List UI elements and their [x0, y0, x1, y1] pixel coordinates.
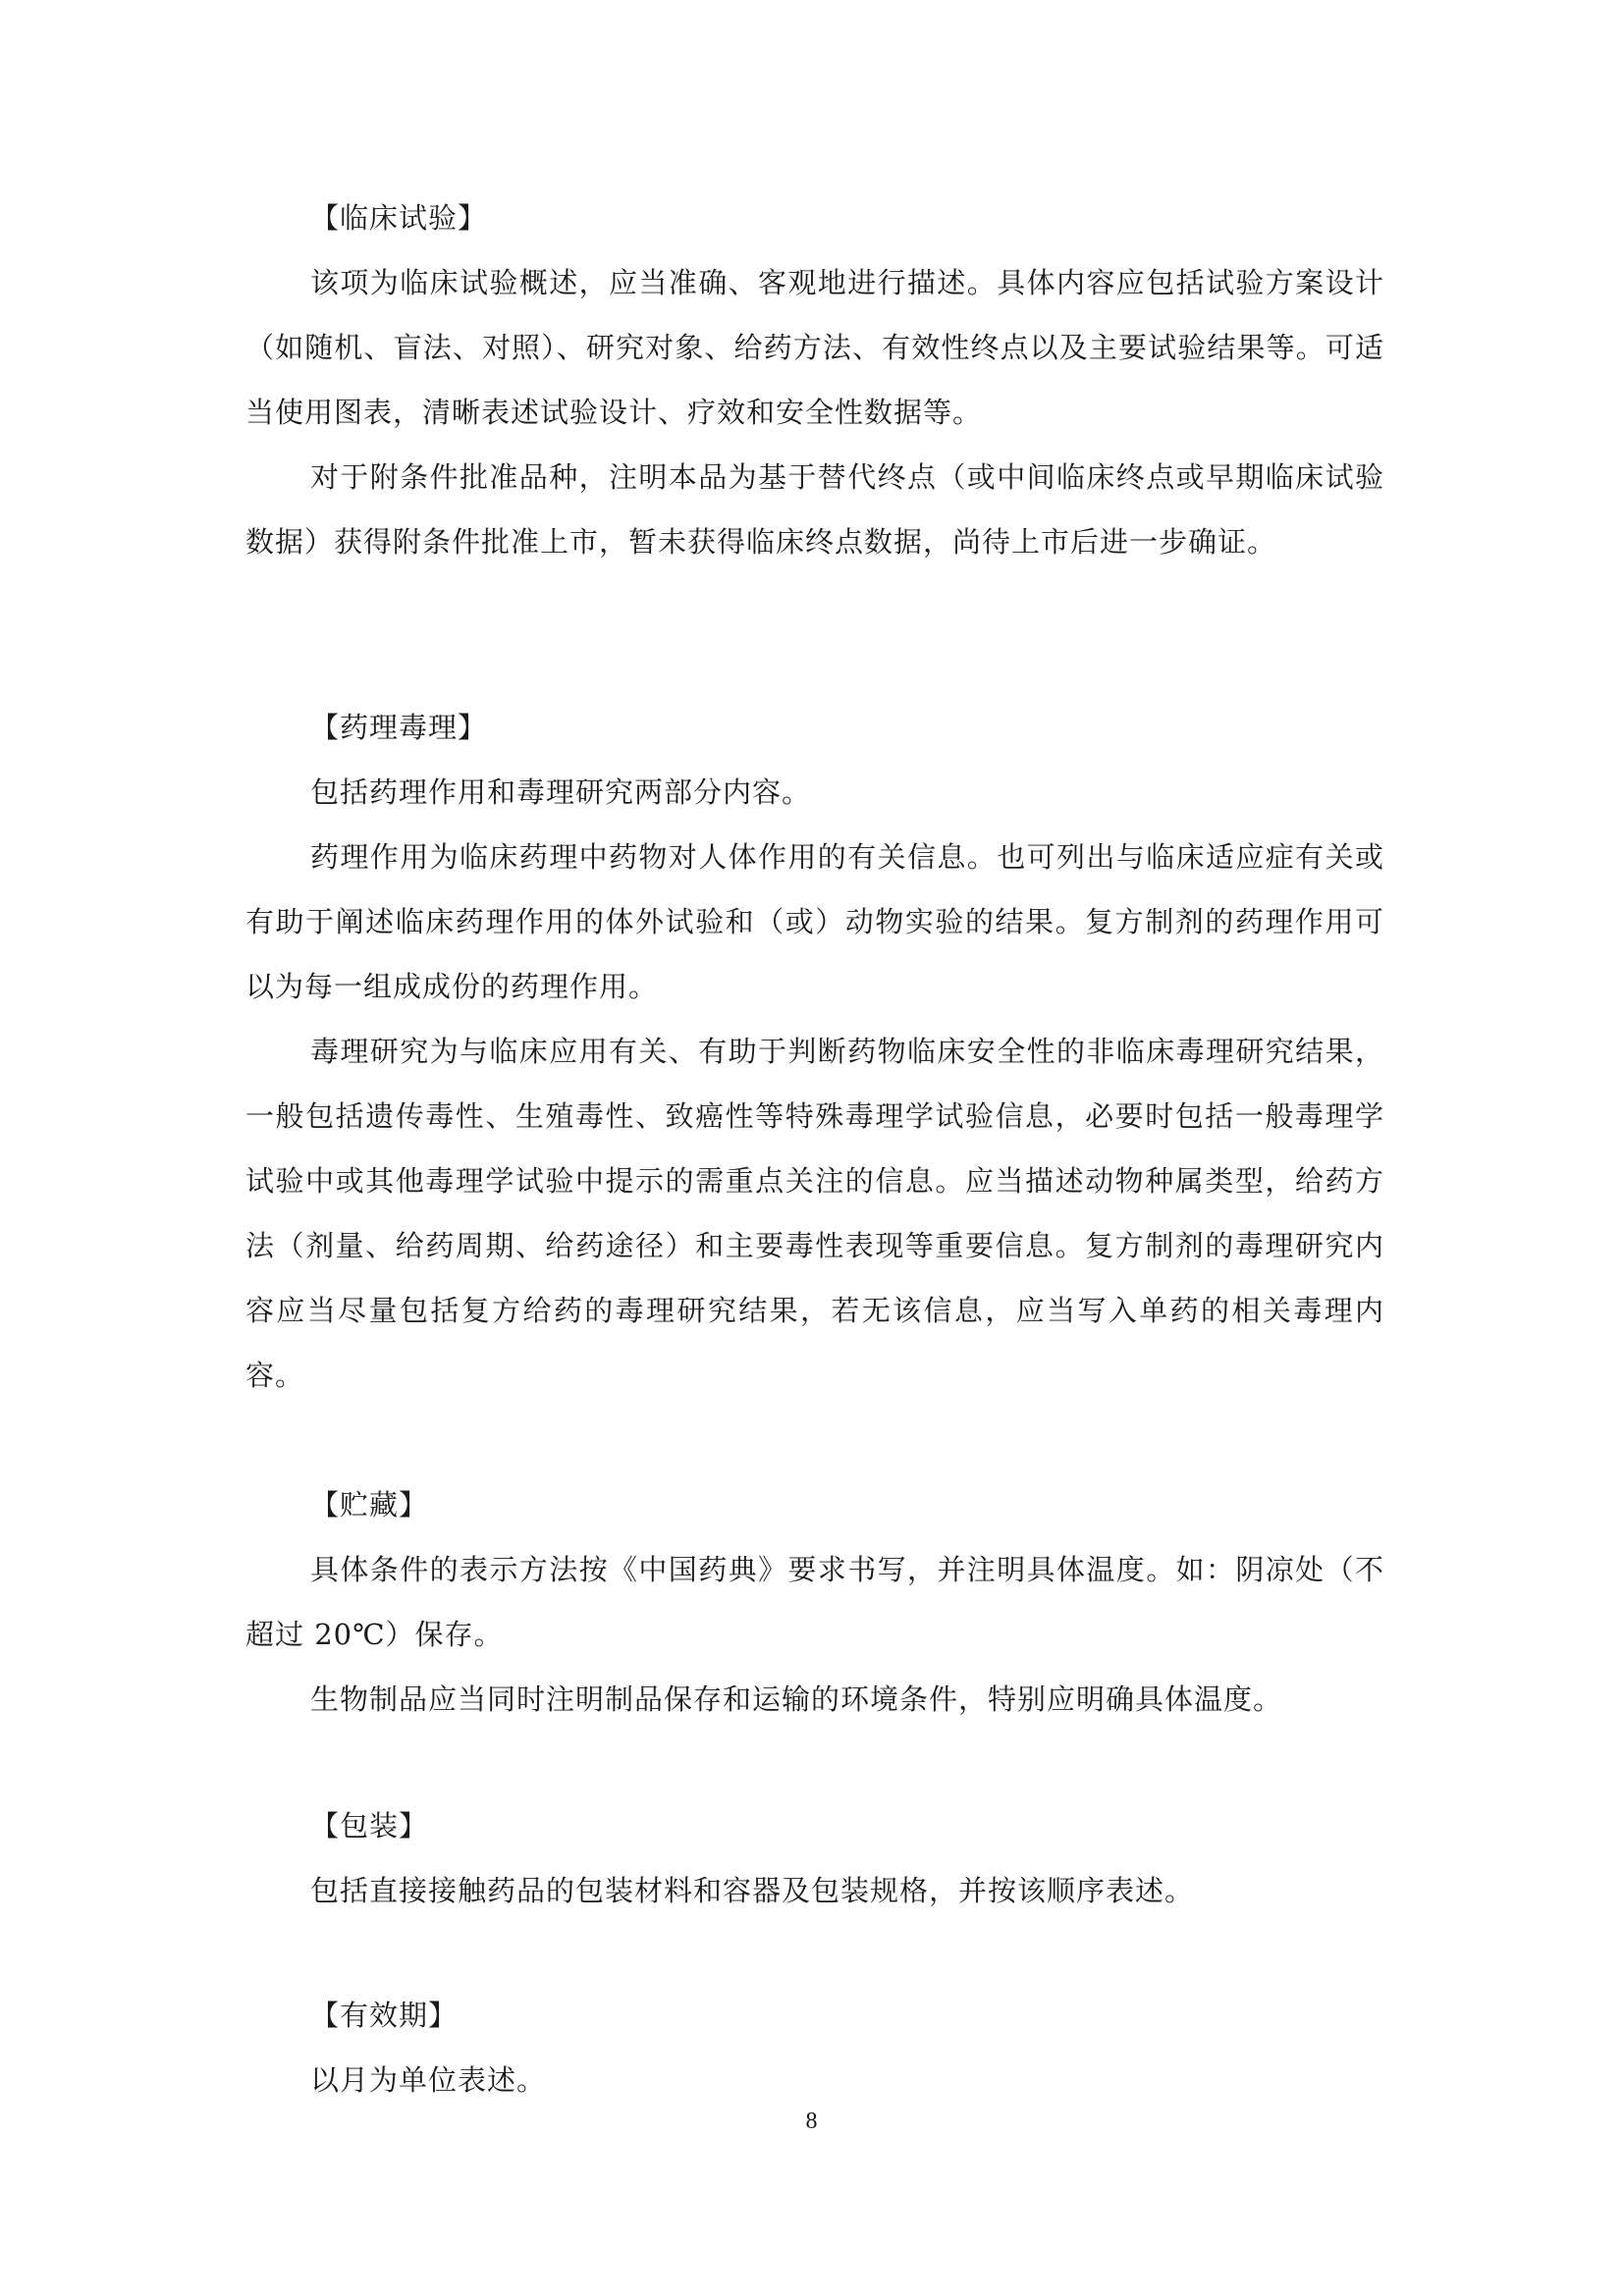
- page-number: 8: [805, 2109, 818, 2134]
- section-heading: 【药理毒理】: [310, 711, 488, 744]
- section-clinical-trials: [245, 186, 1384, 574]
- paragraph: 对于附条件批准品种，注明本品为基于替代终点（或中间临床终点或早期临床试验数据）获得附条件批准上市，暂未获得临床终点数据，尚待上市后进一步确证。: [245, 460, 1384, 559]
- section-heading: 【包装】: [310, 1809, 429, 1842]
- paragraph: 包括直接接触药品的包装材料和容器及包装规格，并按该顺序表述。: [310, 1874, 1195, 1907]
- section-storage: [245, 1472, 1384, 1732]
- section-heading: 【临床试验】: [310, 201, 488, 235]
- paragraph: 药理作用为临床药理中药物对人体作用的有关信息。也可列出与临床适应症有关或有助于阐述临床药理作用的体外试验和（或）动物实验的结果。复方制剂的药理作用可以为每一组成成份的药理作用。: [245, 840, 1384, 1003]
- paragraph: 毒理研究为与临床应用有关、有助于判断药物临床安全性的非临床毒理研究结果，一般包括遗传毒性、生殖毒性、致癌性等特殊毒理学试验信息，必要时包括一般毒理学试验中或其他毒理学试验中提示的需重点关注的信息。应当描述动物种属类型，给药方法（剂量、给药周期、给药途径）和主要毒性表现等重要信息。复方制剂的毒理研究内容应当尽量包括复方给药的毒理研究结果，若无该信息，应当写入单药的相关毒理内容。: [245, 1035, 1384, 1392]
- section-packaging: [245, 1793, 1384, 1923]
- section-pharmacology-toxicology: [245, 695, 1384, 1408]
- paragraph: 以月为单位表述。: [310, 2063, 547, 2097]
- section-heading: 【有效期】: [310, 1999, 459, 2032]
- section-shelf-life: [245, 1983, 1384, 2112]
- section-heading: 【贮藏】: [310, 1488, 429, 1522]
- paragraph: 包括药理作用和毒理研究两部分内容。: [310, 775, 812, 809]
- paragraph: 具体条件的表示方法按《中国药典》要求书写，并注明具体温度。如：阴凉处（不超过 20℃）保存。: [245, 1553, 1384, 1651]
- paragraph: 生物制品应当同时注明制品保存和运输的环境条件，特别应明确具体温度。: [310, 1682, 1283, 1716]
- paragraph: 该项为临床试验概述，应当准确、客观地进行描述。具体内容应包括试验方案设计（如随机、盲法、对照）、研究对象、给药方法、有效性终点以及主要试验结果等。可适当使用图表，清晰表述试验设计、疗效和安全性数据等。: [245, 266, 1384, 429]
